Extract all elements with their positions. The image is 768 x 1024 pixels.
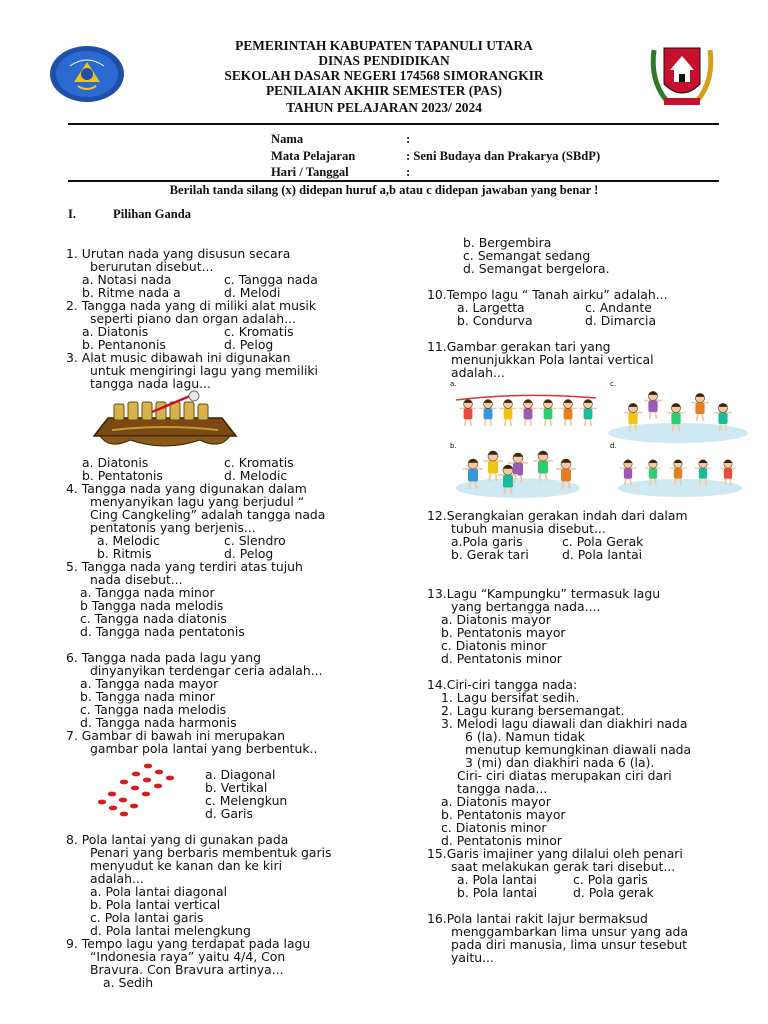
right-question-line: 3. Melodi lagu diawali dan diakhiri nada [441, 716, 688, 731]
dancer-figure [533, 451, 553, 481]
dance-option-d-image [610, 442, 742, 497]
left-question-line: a. Diatonis [82, 455, 149, 470]
dance-option-c-label: c. [610, 380, 617, 388]
right-question-line: c. Pola garis [573, 872, 648, 887]
left-question-line: b. Pola lantai vertical [90, 897, 221, 912]
header-line-3: SEKOLAH DASAR NEGERI 174568 SIMORANGKIR [224, 68, 544, 83]
left-question-line: 7. Gambar di bawah ini merupakan [66, 728, 285, 743]
dancer-figure [479, 400, 497, 426]
left-question-line: d. Garis [205, 806, 253, 821]
left-question-line: d. Pelog [224, 546, 274, 561]
left-question-line: b Tangga nada melodis [80, 598, 224, 613]
dance-option-a-label: a. [450, 380, 457, 388]
header-divider [68, 123, 719, 125]
left-question-line: c. Tangga nada melodis [80, 702, 227, 717]
floor-pattern-dot [120, 780, 128, 785]
identity-date-value[interactable]: : [406, 165, 411, 179]
right-question-line: menunjukkan Pola lantai vertical [451, 352, 654, 367]
floor-pattern-dot [119, 798, 127, 803]
left-question-line: d. Melodi [224, 285, 281, 300]
left-question-line: a. Sedih [103, 975, 154, 990]
left-question-line: d. Pola lantai melengkung [90, 923, 251, 938]
right-question-line: 3 (mi) dan diakhiri nada 6 (la). [465, 755, 655, 770]
right-question-line: b. Bergembira [463, 235, 552, 250]
left-question-line: nada disebut... [90, 572, 183, 587]
right-question-line: pada diri manusia, lima unsur tesebut [451, 937, 688, 952]
right-question-line: 11.Gambar gerakan tari yang [427, 339, 611, 354]
floor-pattern-dot [120, 812, 128, 817]
left-question-line: seperti piano dan organ adalah... [90, 311, 296, 326]
left-question-line: 8. Pola lantai yang di gunakan pada [66, 832, 289, 847]
floor-pattern-dot [130, 804, 138, 809]
right-question-line: a. Diatonis mayor [441, 612, 551, 627]
dancer-figure [499, 400, 517, 426]
left-question-line: 3. Alat music dibawah ini digunakan [66, 350, 291, 365]
left-question-line: tangga nada lagu... [90, 376, 211, 391]
identity-date-label: Hari / Tanggal [271, 165, 349, 179]
left-question-line: a. Melodic [97, 533, 160, 548]
left-question-line: b. Pentatonis [82, 468, 163, 483]
left-question-line: Bravura. Con Bravura artinya... [90, 962, 284, 977]
dance-options-image [448, 378, 748, 500]
identity-subject-label: Mata Pelajaran [271, 149, 356, 163]
left-question-line: a. Tangga nada mayor [80, 676, 219, 691]
left-question-line: 2. Tangga nada yang di miliki alat musik [66, 298, 317, 313]
identity-divider [68, 180, 719, 182]
left-question-line: gambar pola lantai yang berbentuk.. [90, 741, 318, 756]
identity-subject-value: : Seni Budaya dan Prakarya (SBdP) [406, 149, 601, 163]
right-question-line: 6 (la). Namun tidak [465, 729, 585, 744]
left-question-line: a. Notasi nada [82, 272, 172, 287]
floor-pattern-dot [143, 778, 151, 783]
right-question-line: c. Semangat sedang [463, 248, 591, 263]
floor-pattern-dot [154, 784, 162, 789]
left-question-line: pentatonis yang berjenis... [90, 520, 256, 535]
header-line-2: DINAS PENDIDIKAN [318, 53, 450, 68]
right-question-line: menutup kemungkinan diawali nada [465, 742, 692, 757]
dance-option-d-label: d. [610, 442, 617, 450]
floor-pattern-dot [144, 764, 152, 769]
left-question-line: a. Pola lantai diagonal [90, 884, 228, 899]
right-question-line: d. Pola lantai [562, 547, 643, 562]
left-question-line: Cing Cangkeling” adalah tangga nada [90, 507, 326, 522]
header-line-4: PENILAIAN AKHIR SEMESTER (PAS) [266, 83, 502, 98]
left-question-line: untuk mengiringi lagu yang memiliki [90, 363, 319, 378]
right-question-line: 16.Pola lantai rakit lajur bermaksud [427, 911, 648, 926]
dancer-figure [644, 391, 662, 419]
floor-pattern-dot [155, 770, 163, 775]
right-question-line: d. Pentatonis minor [441, 833, 562, 848]
left-question-line: 9. Tempo lagu yang terdapat pada lagu [66, 936, 311, 951]
floor-pattern-dot [98, 800, 106, 805]
left-question-line: c. Tangga nada [224, 272, 318, 287]
left-question-line: c. Kromatis [224, 455, 294, 470]
right-question-line: 14.Ciri-ciri tangga nada: [427, 677, 578, 692]
right-question-line: yaitu... [451, 950, 494, 965]
left-question-line: 5. Tangga nada yang terdiri atas tujuh [66, 559, 303, 574]
section-number: I. [68, 207, 77, 221]
floor-pattern-dot [108, 792, 116, 797]
dancer-figure [691, 393, 709, 421]
dance-option-a-image [450, 380, 597, 426]
floor-pattern-dot [109, 806, 117, 811]
right-question-line: c. Diatonis minor [441, 638, 547, 653]
dance-option-b-label: b. [450, 442, 457, 450]
left-question-line: adalah... [90, 871, 144, 886]
left-question-line: c. Kromatis [224, 324, 294, 339]
header-line-5: TAHUN PELAJARAN 2023/ 2024 [286, 100, 482, 115]
diagonal-floor-pattern-image [98, 760, 182, 820]
left-question-line: menyudut ke kanan dan ke kiri [90, 858, 283, 873]
right-question-line: b. Condurva [457, 313, 533, 328]
right-question-line: d. Pola gerak [573, 885, 654, 900]
left-question-line: 1. Urutan nada yang disusun secara [66, 246, 291, 261]
left-question-line: d. Melodic [224, 468, 288, 483]
right-question-line: c. Andante [585, 300, 652, 315]
right-question-line: c. Diatonis minor [441, 820, 547, 835]
right-question-line: Ciri- ciri diatas merupakan ciri dari [457, 768, 672, 783]
right-question-line: adalah... [451, 365, 505, 380]
left-question-line: b. Ritme nada a [82, 285, 181, 300]
left-question-line: a. Diatonis [82, 324, 149, 339]
left-question-line: berurutan disebut... [90, 259, 214, 274]
right-question-line: menggambarkan lima unsur yang ada [451, 924, 689, 939]
left-question-line: b. Tangga nada minor [80, 689, 215, 704]
dancer-figure [519, 400, 537, 426]
right-question-line: tangga nada... [457, 781, 548, 796]
right-question-line: a.Pola garis [451, 534, 523, 549]
right-question-line: b. Pentatonis mayor [441, 807, 566, 822]
right-question-line: 10.Tempo lagu “ Tanah airku” adalah... [427, 287, 668, 302]
right-question-line: b. Gerak tari [451, 547, 529, 562]
section-title: Pilihan Ganda [113, 207, 192, 221]
identity-name-value[interactable]: : [406, 132, 411, 146]
left-question-line: menyanyikan lagu yang berjudul “ [90, 494, 305, 509]
right-question-line: yang bertangga nada.... [451, 599, 601, 614]
dancer-figure [559, 400, 577, 426]
right-question-line: 1. Lagu bersifat sedih. [441, 690, 580, 705]
right-question-line: d. Semangat bergelora. [463, 261, 610, 276]
left-question-line: b. Vertikal [205, 780, 268, 795]
dancer-figure [620, 460, 637, 485]
left-question-line: 4. Tangga nada yang digunakan dalam [66, 481, 307, 496]
floor-pattern-dot [142, 792, 150, 797]
left-question-line: b. Pentanonis [82, 337, 166, 352]
dancer-figure [459, 400, 477, 426]
floor-pattern-dot [166, 776, 174, 781]
dancer-figure [579, 400, 597, 426]
left-question-line: c. Melengkun [205, 793, 288, 808]
dance-option-c-image [608, 380, 748, 443]
left-question-line: c. Slendro [224, 533, 286, 548]
right-question-line: 12.Serangkaian gerakan indah dari dalam [427, 508, 688, 523]
right-question-line: b. Pola lantai [457, 885, 538, 900]
left-question-line: d. Pelog [224, 337, 274, 352]
dance-option-b-image [450, 442, 580, 498]
floor-pattern-dot [131, 786, 139, 791]
right-question-line: a. Diatonis mayor [441, 794, 551, 809]
right-question-line: c. Pola Gerak [562, 534, 644, 549]
left-question-line: c. Tangga nada diatonis [80, 611, 227, 626]
left-question-line: a. Tangga nada minor [80, 585, 215, 600]
gamelan-instrument-image [90, 390, 240, 452]
right-question-line: 13.Lagu “Kampungku” termasuk lagu [427, 586, 661, 601]
left-question-line: Penari yang berbaris membentuk garis [90, 845, 332, 860]
dancer-figure [483, 451, 503, 481]
instruction: Berilah tanda silang (x) didepan huruf a,b atau c didepan jawaban yang benar ! [169, 183, 599, 197]
right-question-line: a. Largetta [457, 300, 525, 315]
right-question-line: d. Dimarcia [585, 313, 657, 328]
left-question-line: c. Pola lantai garis [90, 910, 204, 925]
right-question-line: d. Pentatonis minor [441, 651, 562, 666]
header-line-1: PEMERINTAH KABUPATEN TAPANULI UTARA [235, 38, 533, 53]
dancer-figure [539, 400, 557, 426]
left-question-line: dinyanyikan terdengar ceria adalah... [90, 663, 323, 678]
identity-name-label: Nama [271, 132, 304, 146]
right-question-line: a. Pola lantai [457, 872, 537, 887]
dancer-figure [720, 460, 737, 485]
right-question-line: 15.Garis imajiner yang dilalui oleh penari [427, 846, 683, 861]
left-question-line: “Indonesia raya” yaitu 4/4, Con [90, 949, 286, 964]
right-question-line: b. Pentatonis mayor [441, 625, 566, 640]
left-question-line: b. Ritmis [97, 546, 152, 561]
right-question-line: saat melakukan gerak tari disebut... [451, 859, 676, 874]
left-question-line: d. Tangga nada harmonis [80, 715, 237, 730]
left-question-line: a. Diagonal [205, 767, 276, 782]
floor-pattern-dot [132, 772, 140, 777]
right-question-line: 2. Lagu kurang bersemangat. [441, 703, 625, 718]
left-question-line: 6. Tangga nada pada lagu yang [66, 650, 262, 665]
right-question-line: tubuh manusia disebut... [451, 521, 606, 536]
left-question-line: d. Tangga nada pentatonis [80, 624, 245, 639]
